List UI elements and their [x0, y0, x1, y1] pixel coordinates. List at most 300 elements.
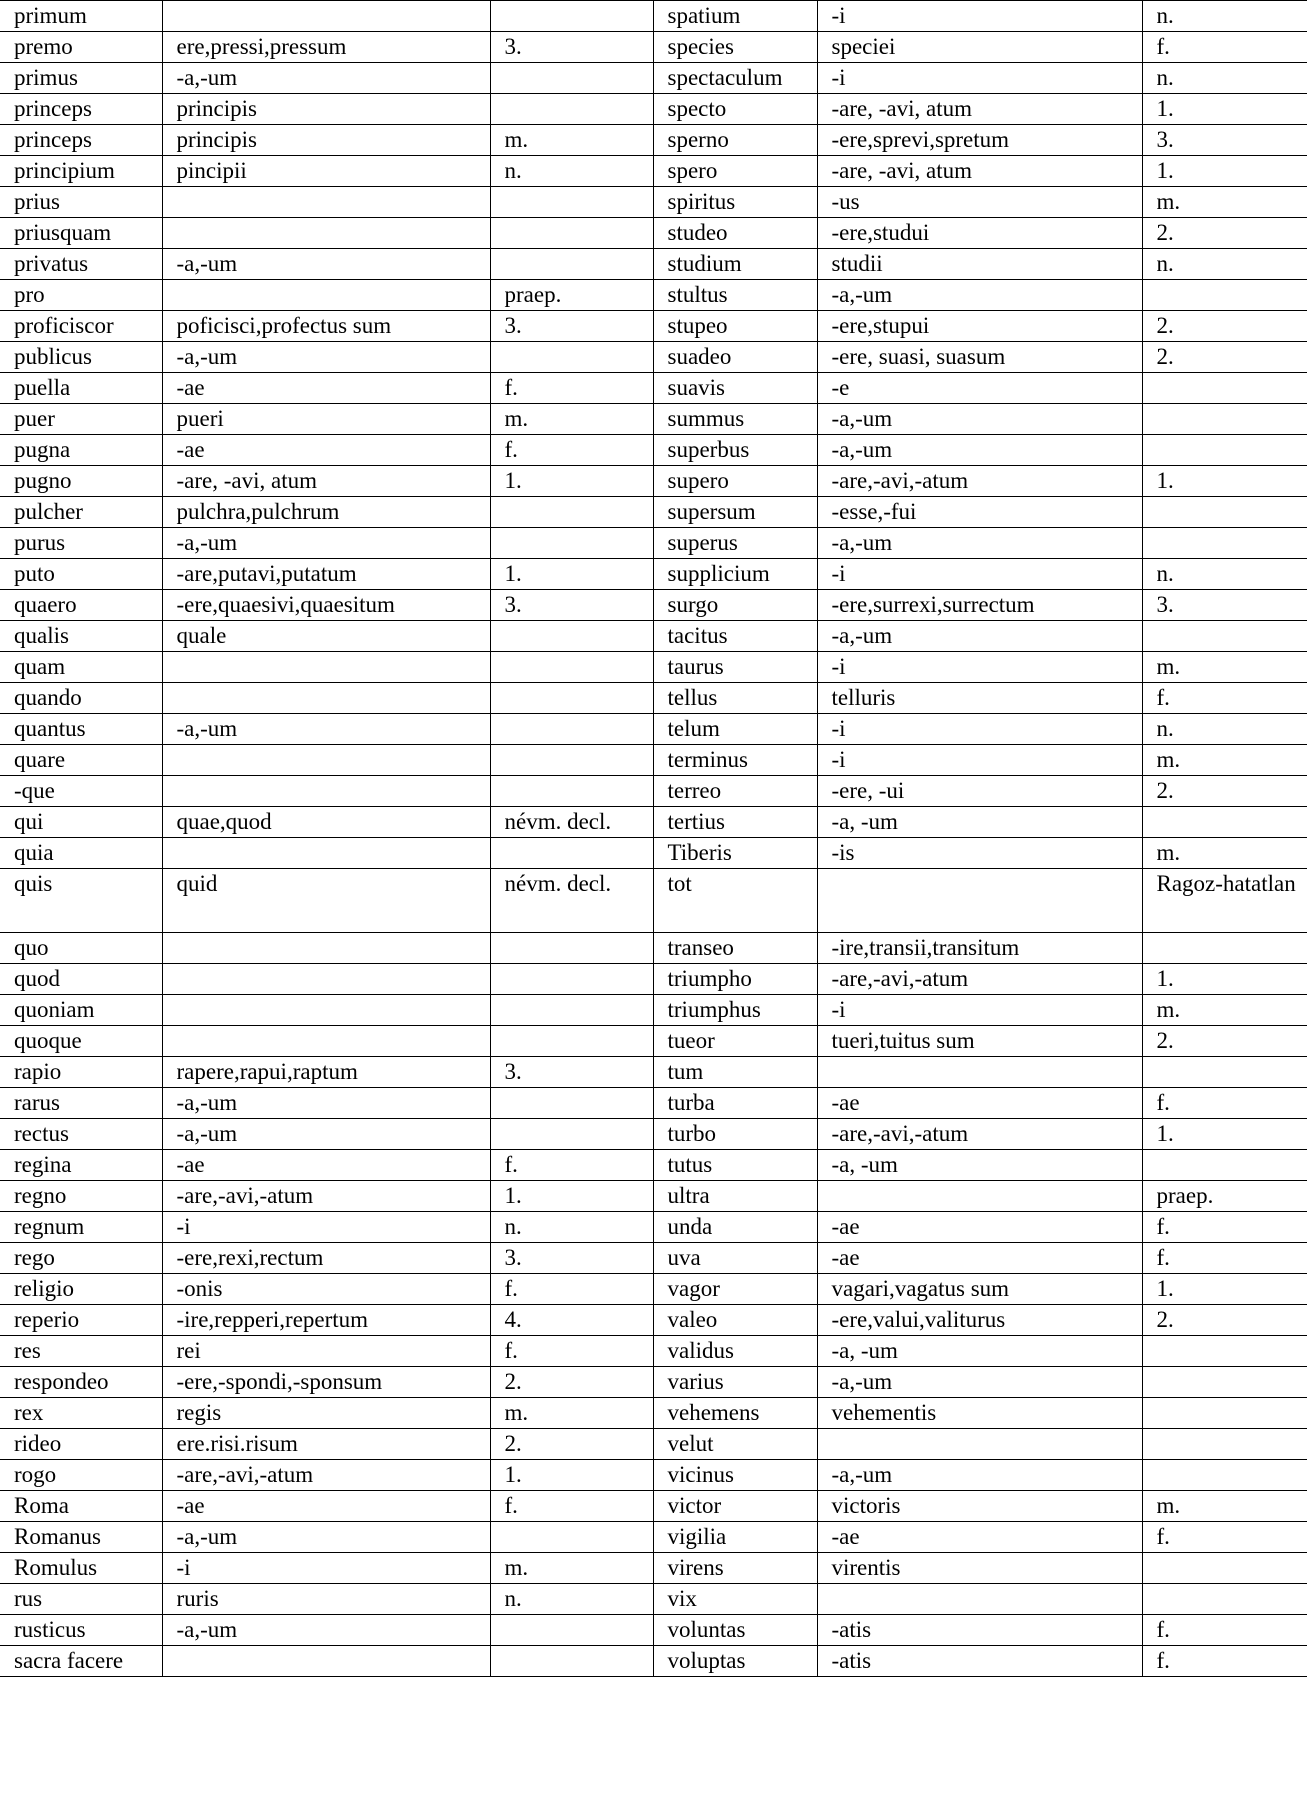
right-forms-cell	[817, 1429, 1142, 1460]
table-row	[0, 995, 1307, 1026]
right-latin-word-cell: vigilia	[653, 1522, 817, 1553]
right-latin-word-cell: spiritus	[653, 187, 817, 218]
right-latin-word-cell: tacitus	[653, 621, 817, 652]
left-latin-word-cell: publicus	[0, 342, 162, 373]
left-latin-word-cell: quaero	[0, 590, 162, 621]
left-grammar-info-cell	[490, 249, 653, 280]
left-grammar-info-cell: f.	[490, 435, 653, 466]
right-grammar-info-cell: m.	[1142, 187, 1307, 218]
left-forms-cell: pueri	[162, 404, 490, 435]
right-grammar-info-cell	[1142, 621, 1307, 652]
left-latin-word-cell: princeps	[0, 94, 162, 125]
right-forms-cell: -i	[817, 745, 1142, 776]
left-grammar-info-cell	[490, 652, 653, 683]
left-latin-word-cell: rideo	[0, 1429, 162, 1460]
right-forms-cell: -a, -um	[817, 1150, 1142, 1181]
left-forms-cell: -ae	[162, 435, 490, 466]
table-row	[0, 776, 1307, 807]
left-grammar-info-cell: n.	[490, 156, 653, 187]
right-latin-word-cell: studeo	[653, 218, 817, 249]
right-forms-cell: -a,-um	[817, 1367, 1142, 1398]
left-latin-word-cell: regnum	[0, 1212, 162, 1243]
left-latin-word-cell: sacra facere	[0, 1646, 162, 1677]
left-forms-cell	[162, 995, 490, 1026]
right-grammar-info-cell	[1142, 497, 1307, 528]
left-grammar-info-cell	[490, 621, 653, 652]
left-latin-word-cell: primum	[0, 1, 162, 32]
left-grammar-info-cell	[490, 1119, 653, 1150]
right-latin-word-cell: turba	[653, 1088, 817, 1119]
table-row	[0, 156, 1307, 187]
right-latin-word-cell: supero	[653, 466, 817, 497]
table-row	[0, 1491, 1307, 1522]
left-grammar-info-cell	[490, 1522, 653, 1553]
left-forms-cell	[162, 776, 490, 807]
left-latin-word-cell: privatus	[0, 249, 162, 280]
right-latin-word-cell: summus	[653, 404, 817, 435]
right-grammar-info-cell	[1142, 280, 1307, 311]
right-grammar-info-cell: 3.	[1142, 125, 1307, 156]
left-forms-cell: pincipii	[162, 156, 490, 187]
table-row	[0, 32, 1307, 63]
right-latin-word-cell: tertius	[653, 807, 817, 838]
right-latin-word-cell: spero	[653, 156, 817, 187]
right-latin-word-cell: vix	[653, 1584, 817, 1615]
right-forms-cell: -ere,sprevi,spretum	[817, 125, 1142, 156]
right-latin-word-cell: tutus	[653, 1150, 817, 1181]
left-latin-word-cell: pulcher	[0, 497, 162, 528]
right-forms-cell: studii	[817, 249, 1142, 280]
left-forms-cell	[162, 745, 490, 776]
right-forms-cell: -a, -um	[817, 1336, 1142, 1367]
right-grammar-info-cell: m.	[1142, 745, 1307, 776]
left-grammar-info-cell: névm. decl.	[490, 807, 653, 838]
table-row	[0, 1, 1307, 32]
left-latin-word-cell: quantus	[0, 714, 162, 745]
right-forms-cell: -a,-um	[817, 280, 1142, 311]
right-forms-cell: -ere,valui,valiturus	[817, 1305, 1142, 1336]
right-grammar-info-cell: m.	[1142, 652, 1307, 683]
left-forms-cell	[162, 683, 490, 714]
right-forms-cell: -are, -avi, atum	[817, 94, 1142, 125]
right-grammar-info-cell: 1.	[1142, 94, 1307, 125]
right-grammar-info-cell	[1142, 1336, 1307, 1367]
left-latin-word-cell: puella	[0, 373, 162, 404]
right-grammar-info-cell: 2.	[1142, 776, 1307, 807]
left-forms-cell	[162, 1026, 490, 1057]
left-forms-cell: poficisci,profectus sum	[162, 311, 490, 342]
left-forms-cell: -ae	[162, 1150, 490, 1181]
table-row	[0, 1429, 1307, 1460]
left-grammar-info-cell: 1.	[490, 466, 653, 497]
left-latin-word-cell: puer	[0, 404, 162, 435]
left-grammar-info-cell	[490, 1615, 653, 1646]
right-latin-word-cell: turbo	[653, 1119, 817, 1150]
left-grammar-info-cell	[490, 933, 653, 964]
left-forms-cell: -a,-um	[162, 528, 490, 559]
left-forms-cell: -ae	[162, 373, 490, 404]
table-row	[0, 435, 1307, 466]
left-grammar-info-cell: f.	[490, 1274, 653, 1305]
left-latin-word-cell: regina	[0, 1150, 162, 1181]
table-row	[0, 1150, 1307, 1181]
left-forms-cell	[162, 218, 490, 249]
left-forms-cell: -ere,-spondi,-sponsum	[162, 1367, 490, 1398]
left-forms-cell: -ae	[162, 1491, 490, 1522]
right-latin-word-cell: transeo	[653, 933, 817, 964]
left-forms-cell: quae,quod	[162, 807, 490, 838]
right-grammar-info-cell: f.	[1142, 1646, 1307, 1677]
table-row	[0, 404, 1307, 435]
right-latin-word-cell: victor	[653, 1491, 817, 1522]
table-row	[0, 869, 1307, 933]
right-forms-cell: -a,-um	[817, 404, 1142, 435]
right-latin-word-cell: specto	[653, 94, 817, 125]
right-grammar-info-cell: 2.	[1142, 1305, 1307, 1336]
right-grammar-info-cell: m.	[1142, 1491, 1307, 1522]
right-latin-word-cell: superbus	[653, 435, 817, 466]
table-row	[0, 1212, 1307, 1243]
left-latin-word-cell: quod	[0, 964, 162, 995]
left-grammar-info-cell: 3.	[490, 1243, 653, 1274]
left-latin-word-cell: quo	[0, 933, 162, 964]
left-latin-word-cell: Romanus	[0, 1522, 162, 1553]
right-forms-cell: -a,-um	[817, 621, 1142, 652]
right-forms-cell: -ae	[817, 1212, 1142, 1243]
left-grammar-info-cell: 1.	[490, 559, 653, 590]
right-latin-word-cell: surgo	[653, 590, 817, 621]
left-forms-cell: -a,-um	[162, 63, 490, 94]
table-row	[0, 621, 1307, 652]
left-forms-cell: ere,pressi,pressum	[162, 32, 490, 63]
right-grammar-info-cell: f.	[1142, 1243, 1307, 1274]
left-latin-word-cell: -que	[0, 776, 162, 807]
right-forms-cell: -are,-avi,-atum	[817, 1119, 1142, 1150]
left-grammar-info-cell	[490, 63, 653, 94]
table-row	[0, 714, 1307, 745]
right-forms-cell: vehementis	[817, 1398, 1142, 1429]
table-row	[0, 1088, 1307, 1119]
table-row	[0, 652, 1307, 683]
table-row	[0, 683, 1307, 714]
right-grammar-info-cell	[1142, 404, 1307, 435]
table-row	[0, 1615, 1307, 1646]
table-row	[0, 1460, 1307, 1491]
right-forms-cell: -ere, -ui	[817, 776, 1142, 807]
table-row	[0, 466, 1307, 497]
right-grammar-info-cell	[1142, 933, 1307, 964]
right-grammar-info-cell: f.	[1142, 683, 1307, 714]
table-row	[0, 1274, 1307, 1305]
right-latin-word-cell: triumphus	[653, 995, 817, 1026]
left-forms-cell: -ere,quaesivi,quaesitum	[162, 590, 490, 621]
right-forms-cell: tueri,tuitus sum	[817, 1026, 1142, 1057]
table-row	[0, 1584, 1307, 1615]
right-latin-word-cell: voluptas	[653, 1646, 817, 1677]
right-forms-cell: -a,-um	[817, 435, 1142, 466]
right-latin-word-cell: tum	[653, 1057, 817, 1088]
left-grammar-info-cell: 3.	[490, 590, 653, 621]
left-grammar-info-cell: névm. decl.	[490, 869, 653, 933]
right-forms-cell: -is	[817, 838, 1142, 869]
left-grammar-info-cell: m.	[490, 404, 653, 435]
left-latin-word-cell: quia	[0, 838, 162, 869]
right-forms-cell	[817, 1584, 1142, 1615]
right-forms-cell: -i	[817, 652, 1142, 683]
left-grammar-info-cell: n.	[490, 1584, 653, 1615]
table-row	[0, 187, 1307, 218]
right-grammar-info-cell: n.	[1142, 249, 1307, 280]
table-row	[0, 1026, 1307, 1057]
right-forms-cell	[817, 1057, 1142, 1088]
right-latin-word-cell: unda	[653, 1212, 817, 1243]
left-latin-word-cell: rapio	[0, 1057, 162, 1088]
left-grammar-info-cell	[490, 187, 653, 218]
left-forms-cell: quale	[162, 621, 490, 652]
left-latin-word-cell: rogo	[0, 1460, 162, 1491]
table-row	[0, 838, 1307, 869]
table-row	[0, 1522, 1307, 1553]
left-latin-word-cell: proficiscor	[0, 311, 162, 342]
left-grammar-info-cell: 1.	[490, 1460, 653, 1491]
left-latin-word-cell: quoque	[0, 1026, 162, 1057]
left-grammar-info-cell	[490, 838, 653, 869]
left-latin-word-cell: pugna	[0, 435, 162, 466]
left-latin-word-cell: priusquam	[0, 218, 162, 249]
left-latin-word-cell: Roma	[0, 1491, 162, 1522]
left-forms-cell	[162, 652, 490, 683]
right-grammar-info-cell: f.	[1142, 1088, 1307, 1119]
right-grammar-info-cell	[1142, 1584, 1307, 1615]
left-latin-word-cell: prius	[0, 187, 162, 218]
right-forms-cell: telluris	[817, 683, 1142, 714]
left-grammar-info-cell: 4.	[490, 1305, 653, 1336]
left-grammar-info-cell: praep.	[490, 280, 653, 311]
right-grammar-info-cell	[1142, 1553, 1307, 1584]
left-grammar-info-cell	[490, 1646, 653, 1677]
right-latin-word-cell: stupeo	[653, 311, 817, 342]
left-forms-cell: ere.risi.risum	[162, 1429, 490, 1460]
left-grammar-info-cell: 1.	[490, 1181, 653, 1212]
right-latin-word-cell: velut	[653, 1429, 817, 1460]
table-row	[0, 1336, 1307, 1367]
left-forms-cell: rei	[162, 1336, 490, 1367]
right-latin-word-cell: sperno	[653, 125, 817, 156]
right-grammar-info-cell: 1.	[1142, 466, 1307, 497]
left-forms-cell: -a,-um	[162, 1615, 490, 1646]
left-forms-cell: regis	[162, 1398, 490, 1429]
left-forms-cell	[162, 933, 490, 964]
left-forms-cell: -a,-um	[162, 1088, 490, 1119]
right-grammar-info-cell: n.	[1142, 63, 1307, 94]
left-forms-cell: quid	[162, 869, 490, 933]
table-row	[0, 1367, 1307, 1398]
table-row	[0, 125, 1307, 156]
right-latin-word-cell: taurus	[653, 652, 817, 683]
right-latin-word-cell: vehemens	[653, 1398, 817, 1429]
right-forms-cell: -atis	[817, 1646, 1142, 1677]
left-grammar-info-cell: 3.	[490, 1057, 653, 1088]
left-latin-word-cell: pugno	[0, 466, 162, 497]
left-forms-cell: -ire,repperi,repertum	[162, 1305, 490, 1336]
left-grammar-info-cell: f.	[490, 373, 653, 404]
left-latin-word-cell: Romulus	[0, 1553, 162, 1584]
table-row	[0, 1057, 1307, 1088]
table-row	[0, 373, 1307, 404]
right-latin-word-cell: superus	[653, 528, 817, 559]
left-forms-cell	[162, 1, 490, 32]
right-forms-cell: -i	[817, 559, 1142, 590]
right-forms-cell: -ae	[817, 1243, 1142, 1274]
left-grammar-info-cell	[490, 1, 653, 32]
right-latin-word-cell: spectaculum	[653, 63, 817, 94]
left-latin-word-cell: primus	[0, 63, 162, 94]
table-row	[0, 1646, 1307, 1677]
left-latin-word-cell: rusticus	[0, 1615, 162, 1646]
left-grammar-info-cell: m.	[490, 125, 653, 156]
right-forms-cell: -ere,stupui	[817, 311, 1142, 342]
table-row	[0, 63, 1307, 94]
left-grammar-info-cell	[490, 218, 653, 249]
right-latin-word-cell: tueor	[653, 1026, 817, 1057]
left-latin-word-cell: premo	[0, 32, 162, 63]
right-forms-cell: -are, -avi, atum	[817, 156, 1142, 187]
left-grammar-info-cell	[490, 342, 653, 373]
left-forms-cell: -are, -avi, atum	[162, 466, 490, 497]
right-forms-cell: virentis	[817, 1553, 1142, 1584]
right-latin-word-cell: voluntas	[653, 1615, 817, 1646]
right-latin-word-cell: ultra	[653, 1181, 817, 1212]
right-grammar-info-cell: f.	[1142, 1212, 1307, 1243]
left-grammar-info-cell	[490, 683, 653, 714]
table-row	[0, 218, 1307, 249]
left-grammar-info-cell	[490, 776, 653, 807]
right-grammar-info-cell: f.	[1142, 1615, 1307, 1646]
left-forms-cell	[162, 964, 490, 995]
right-grammar-info-cell: f.	[1142, 1522, 1307, 1553]
left-forms-cell: rapere,rapui,raptum	[162, 1057, 490, 1088]
left-forms-cell: principis	[162, 125, 490, 156]
left-latin-word-cell: quando	[0, 683, 162, 714]
left-latin-word-cell: quis	[0, 869, 162, 933]
right-latin-word-cell: telum	[653, 714, 817, 745]
table-row	[0, 311, 1307, 342]
table-row	[0, 280, 1307, 311]
left-latin-word-cell: princeps	[0, 125, 162, 156]
right-latin-word-cell: uva	[653, 1243, 817, 1274]
right-grammar-info-cell: 3.	[1142, 590, 1307, 621]
left-grammar-info-cell: n.	[490, 1212, 653, 1243]
right-grammar-info-cell	[1142, 1398, 1307, 1429]
left-latin-word-cell: res	[0, 1336, 162, 1367]
table-row	[0, 1181, 1307, 1212]
left-grammar-info-cell	[490, 497, 653, 528]
left-latin-word-cell: quoniam	[0, 995, 162, 1026]
left-forms-cell	[162, 280, 490, 311]
left-latin-word-cell: purus	[0, 528, 162, 559]
left-forms-cell: principis	[162, 94, 490, 125]
right-grammar-info-cell: 2.	[1142, 311, 1307, 342]
table-row	[0, 745, 1307, 776]
right-grammar-info-cell: n.	[1142, 1, 1307, 32]
left-forms-cell: -onis	[162, 1274, 490, 1305]
left-grammar-info-cell: 2.	[490, 1367, 653, 1398]
right-grammar-info-cell: n.	[1142, 559, 1307, 590]
right-grammar-info-cell: 1.	[1142, 1119, 1307, 1150]
right-forms-cell: -a,-um	[817, 528, 1142, 559]
right-forms-cell: -a, -um	[817, 807, 1142, 838]
right-grammar-info-cell: 1.	[1142, 156, 1307, 187]
right-latin-word-cell: terreo	[653, 776, 817, 807]
left-latin-word-cell: regno	[0, 1181, 162, 1212]
left-forms-cell: -are,-avi,-atum	[162, 1460, 490, 1491]
left-grammar-info-cell: 3.	[490, 32, 653, 63]
right-forms-cell: -i	[817, 63, 1142, 94]
table-row	[0, 933, 1307, 964]
right-grammar-info-cell: Ragoz-hatatlan	[1142, 869, 1307, 933]
left-latin-word-cell: qui	[0, 807, 162, 838]
right-grammar-info-cell: m.	[1142, 995, 1307, 1026]
table-row	[0, 807, 1307, 838]
right-grammar-info-cell	[1142, 807, 1307, 838]
left-forms-cell	[162, 187, 490, 218]
table-row	[0, 590, 1307, 621]
left-grammar-info-cell	[490, 714, 653, 745]
left-latin-word-cell: quare	[0, 745, 162, 776]
right-grammar-info-cell	[1142, 373, 1307, 404]
right-latin-word-cell: supplicium	[653, 559, 817, 590]
table-row	[0, 1243, 1307, 1274]
left-forms-cell: -a,-um	[162, 1119, 490, 1150]
right-forms-cell: -ere, suasi, suasum	[817, 342, 1142, 373]
right-forms-cell: -ae	[817, 1522, 1142, 1553]
table-row	[0, 1553, 1307, 1584]
right-forms-cell: -are,-avi,-atum	[817, 964, 1142, 995]
right-grammar-info-cell: praep.	[1142, 1181, 1307, 1212]
right-forms-cell: -ere,surrexi,surrectum	[817, 590, 1142, 621]
right-latin-word-cell: valeo	[653, 1305, 817, 1336]
right-latin-word-cell: validus	[653, 1336, 817, 1367]
right-latin-word-cell: stultus	[653, 280, 817, 311]
right-latin-word-cell: spatium	[653, 1, 817, 32]
right-grammar-info-cell	[1142, 1460, 1307, 1491]
left-forms-cell: -are,-avi,-atum	[162, 1181, 490, 1212]
right-latin-word-cell: triumpho	[653, 964, 817, 995]
right-forms-cell: -e	[817, 373, 1142, 404]
right-forms-cell	[817, 1181, 1142, 1212]
left-latin-word-cell: pro	[0, 280, 162, 311]
right-forms-cell: speciei	[817, 32, 1142, 63]
right-grammar-info-cell	[1142, 1429, 1307, 1460]
left-latin-word-cell: religio	[0, 1274, 162, 1305]
left-forms-cell	[162, 838, 490, 869]
left-grammar-info-cell	[490, 1026, 653, 1057]
right-grammar-info-cell	[1142, 1150, 1307, 1181]
left-latin-word-cell: rectus	[0, 1119, 162, 1150]
left-forms-cell: ruris	[162, 1584, 490, 1615]
right-latin-word-cell: suavis	[653, 373, 817, 404]
right-latin-word-cell: vicinus	[653, 1460, 817, 1491]
right-forms-cell	[817, 869, 1142, 933]
left-latin-word-cell: rarus	[0, 1088, 162, 1119]
right-forms-cell: -ae	[817, 1088, 1142, 1119]
right-forms-cell: -i	[817, 714, 1142, 745]
right-latin-word-cell: terminus	[653, 745, 817, 776]
right-grammar-info-cell	[1142, 435, 1307, 466]
right-forms-cell: -are,-avi,-atum	[817, 466, 1142, 497]
left-latin-word-cell: respondeo	[0, 1367, 162, 1398]
right-latin-word-cell: Tiberis	[653, 838, 817, 869]
